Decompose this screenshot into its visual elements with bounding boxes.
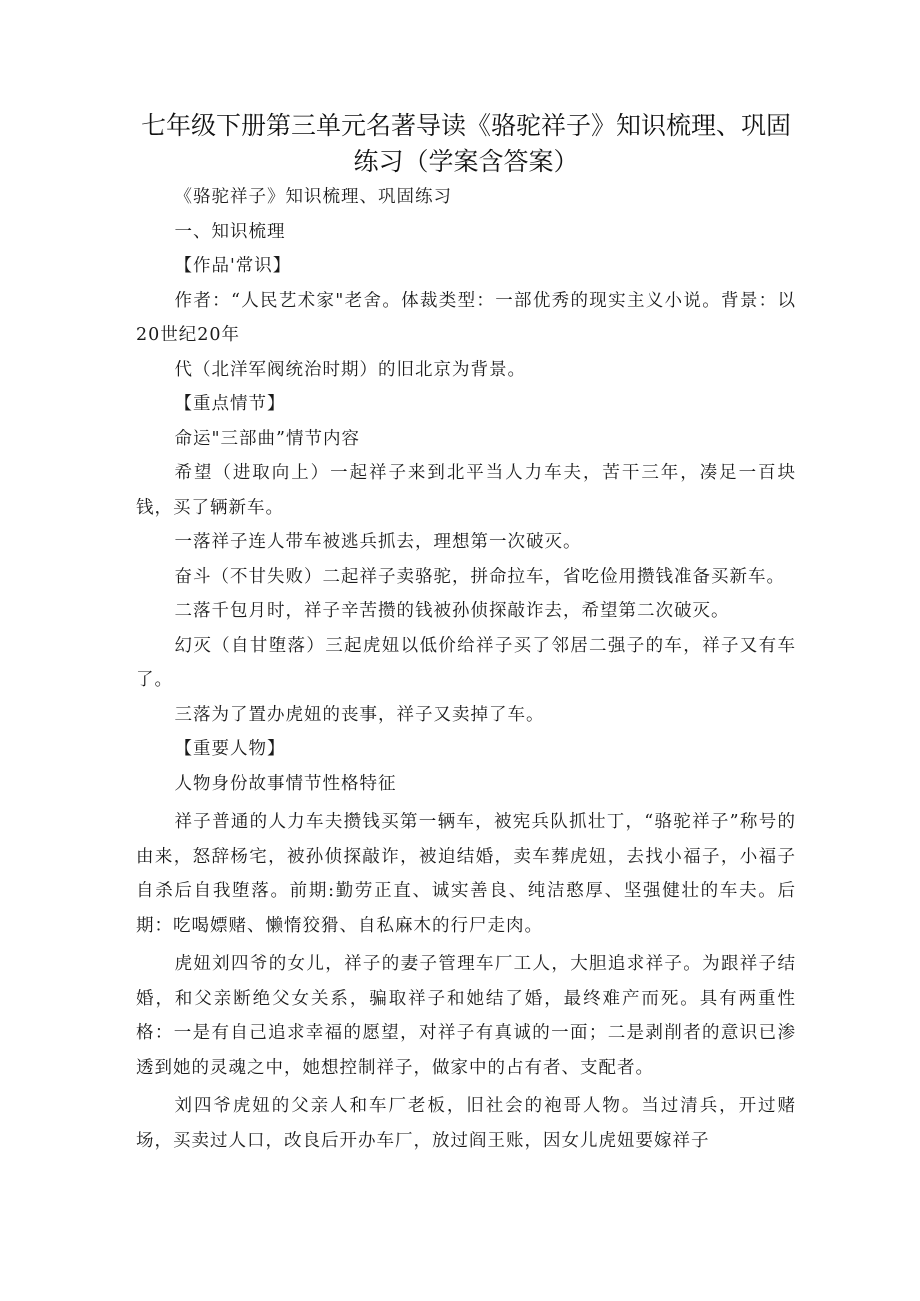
paragraph: 祥子普通的人力车夫攒钱买第一辆车，被宪兵队抓壮丁，“骆驼祥子”称号的由来，怒辞杨宅，被孙侦探敲诈，被迫结婚，卖车葬虎妞，去找小福子，小福子自杀后自我堕落。前期:勤劳正直、诚实善良、纯洁憨厚、坚强健壮的车夫。后期：吃喝嫖赌、懒惰狡猾、自私麻木的行尸走肉。	[136, 812, 796, 936]
paragraph: 代（北洋军阀统治时期）的旧北京为背景。	[174, 359, 526, 380]
bracket-heading: 【重点情节】	[174, 394, 286, 414]
document-title: 七年级下册第三单元名著导读《骆驼祥子》知识梳理、巩固练习（学案含答案）	[140, 111, 791, 176]
paragraph: 作者：“人民艺术家"老舍。体裁类型：一部优秀的现实主义小说。背景：以20世纪20年	[136, 290, 796, 345]
bracket-heading: 【作品'常识】	[174, 256, 292, 276]
section-heading: 一、知识梳理	[174, 221, 286, 242]
paragraph: 二落千包月时，祥子辛苦攒的钱被孙侦探敲诈去，希望第二次破灭。	[174, 601, 730, 621]
paragraph: 希望（进取向上）一起祥子来到北平当人力车夫，苦干三年，凑足一百块钱，买了辆新车。	[136, 463, 796, 518]
paragraph: 奋斗（不甘失败）二起祥子卖骆驼，拼命拉车，省吃俭用攒钱准备买新车。	[174, 566, 785, 587]
paragraph: 刘四爷虎妞的父亲人和车厂老板，旧社会的袍哥人物。当过清兵，开过赌场，买卖过人口，改良后开办车厂，放过阎王账，因女儿虎妞要嫁祥子	[136, 1096, 796, 1151]
bracket-heading: 【重要人物】	[174, 739, 286, 759]
paragraph: 幻灭（自甘堕落）三起虎妞以低价给祥子买了邻居二强子的车，祥子又有车了。	[136, 635, 796, 690]
paragraph: 人物身份故事情节性格特征	[174, 773, 397, 794]
paragraph: 虎妞刘四爷的女儿，祥子的妻子管理车厂工人，大胆追求祥子。为跟祥子结婚，和父亲断绝父女关系，骗取祥子和她结了婚，最终难产而死。具有两重性格：一是有自己追求幸福的愿望，对祥子有真诚的一面；二是剥削者的意识已渗透到她的灵魂之中，她想控制祥子，做家中的占有者、支配者。	[136, 954, 796, 1078]
paragraph: 命运"三部曲”情节内容	[174, 428, 360, 449]
subtitle-line: 《骆驼祥子》知识梳理、巩固练习	[174, 187, 452, 207]
document-body	[136, 180, 796, 1158]
paragraph: 三落为了置办虎妞的丧事，祥子又卖掉了车。	[174, 704, 545, 725]
paragraph: 一落祥子连人带车被逃兵抓去，理想第一次破灭。	[174, 532, 582, 552]
